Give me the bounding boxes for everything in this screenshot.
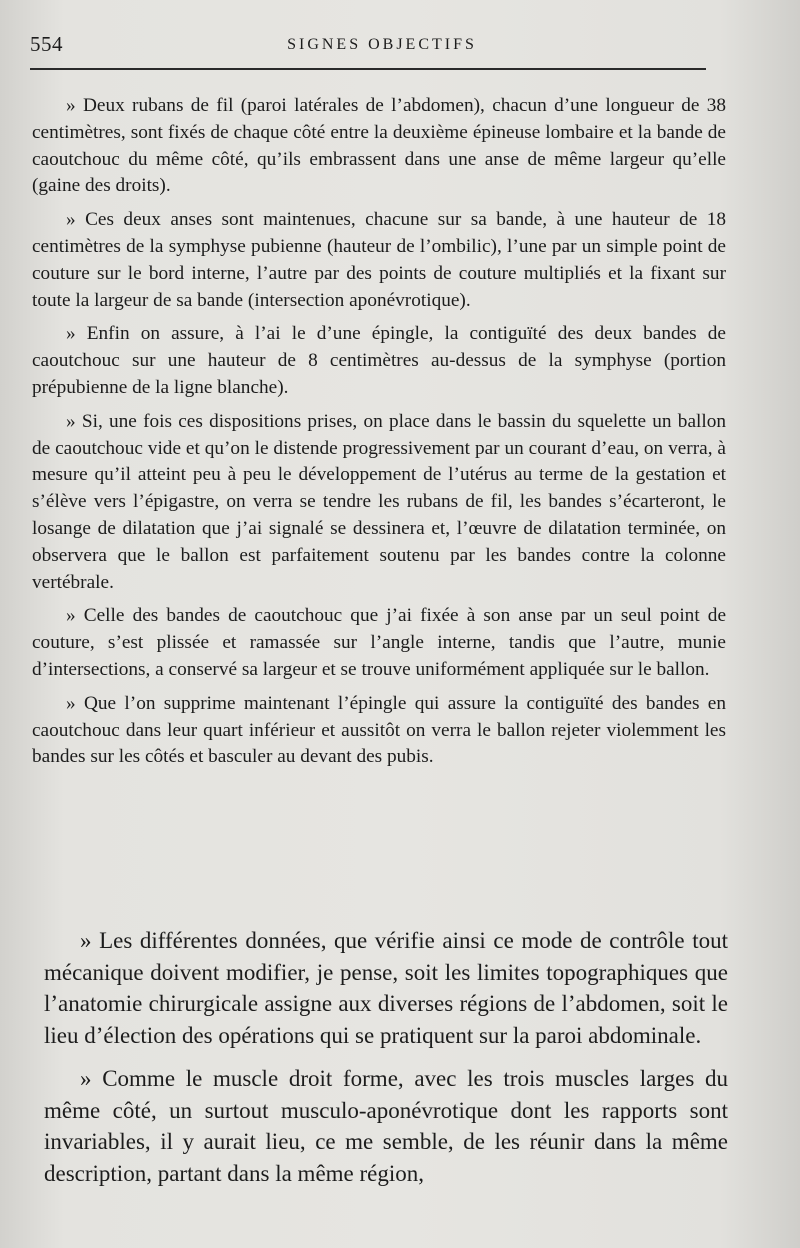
quoted-paragraph: » Enfin on assure, à l’ai le d’une épingle, la contiguïté des deux bandes de caoutchouc sur une hauteur de 8 centimètres au-dessus de la symphyse (portion prépubienne de la ligne blanche).: [32, 323, 726, 398]
quoted-paragraph: » Deux rubans de fil (paroi latérales de l’abdomen), chacun d’une longueur de 38 centimètres, sont fixés de chaque côté entre la deuxième épineuse lombaire et la bande de caoutchouc du même côté, qu’ils embrassent dans une anse de même largeur qu’elle (gaine des droits).: [32, 95, 726, 197]
page-header: [30, 32, 704, 62]
page-number: 554: [30, 32, 63, 56]
quoted-paragraph: » Que l’on supprime maintenant l’épingle qui assure la contiguïté des bandes en caoutchouc dans leur quart inférieur et aussitôt on verra le ballon rejeter violemment les bandes sur les côtés et basculer au devant des pubis.: [32, 692, 726, 768]
main-paragraph: » Les différentes données, que vérifie ainsi ce mode de contrôle tout mécanique doivent modifier, je pense, soit les limites topographiques que l’anatomie chirurgicale assigne aux diverses régions de l’abdomen, soit le lieu d’élection des opérations qui se pratiquent sur la paroi abdominale.: [44, 928, 728, 1048]
quoted-paragraph: » Ces deux anses sont maintenues, chacune sur sa bande, à une hauteur de 18 centimètres de la symphyse pubienne (hauteur de l’ombilic), l’une par un simple point de couture sur le bord interne, l’autre par des points de couture multipliés et la fixant sur toute la largeur de sa bande (intersection aponévrotique).: [32, 209, 726, 311]
header-rule: [30, 68, 706, 70]
quoted-paragraph: » Celle des bandes de caoutchouc que j’ai fixée à son anse par un seul point de couture, s’est plissée et ramassée sur l’angle interne, tandis que l’autre, munie d’intersections, a conservé sa largeur et se trouve uniformément appliquée sur le ballon.: [32, 605, 726, 680]
quoted-text-block: [32, 93, 726, 778]
running-title: SIGNES OBJECTIFS: [287, 36, 477, 53]
main-paragraph: » Comme le muscle droit forme, avec les trois muscles larges du même côté, un surtout musculo-aponévrotique dont les rapports sont invariables, il y aurait lieu, ce me semble, de les réunir dans la même description, partant dans la même région,: [44, 1066, 728, 1186]
main-text-block: [44, 925, 728, 1201]
quoted-paragraph: » Si, une fois ces dispositions prises, on place dans le bassin du squelette un ballon de caoutchouc vide et qu’on le distende progressivement par un courant d’eau, on verra, à mesure qu’il atteint peu à peu le développement de l’utérus au terme de la gestation et s’élève vers l’épigastre, on verra se tendre les rubans de fil, les bandes s’écarteront, le losange de dilatation que j’ai signalé se dessinera et, l’œuvre de dilatation terminée, on observera que le ballon est parfaitement soutenu par les bandes contre la colonne vertébrale.: [32, 410, 726, 593]
